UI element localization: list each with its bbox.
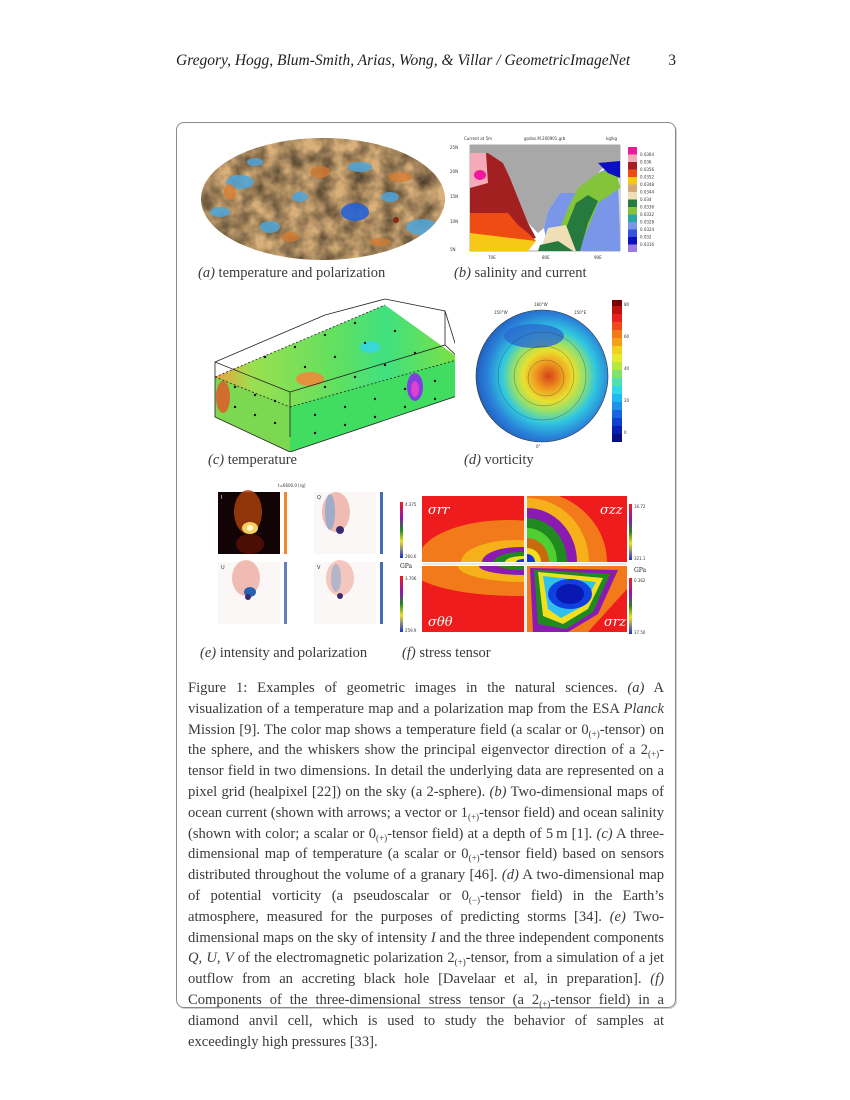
- f-unit-left: GPa: [400, 563, 413, 570]
- d-cb-tick: 80: [624, 302, 630, 307]
- f-sigma-rr: σrr: [428, 503, 450, 518]
- b-cb-tick: 0.0324: [640, 227, 654, 232]
- d-cb-tick: 20: [624, 398, 630, 403]
- panel-c-image: [205, 297, 455, 452]
- panel-c-caption: [208, 452, 297, 469]
- panel-e-image: [200, 482, 390, 634]
- panel-f-label: (f): [402, 645, 416, 661]
- f-cb-tick: 16.72: [634, 504, 646, 509]
- panel-e-title: intensity and polarization: [219, 645, 368, 661]
- panel-a-caption: [198, 265, 385, 282]
- f-cb-tick: 321.1: [634, 556, 646, 561]
- b-plot-title-center: godas.M.200901.grb: [524, 136, 566, 141]
- panel-e-label: (e): [200, 645, 217, 661]
- panel-f-image: [398, 494, 670, 636]
- b-cb-tick: 0.032: [640, 234, 652, 240]
- f-cb-tick: 0.362: [634, 578, 646, 583]
- d-lon-label: 180°W: [534, 302, 548, 307]
- b-cb-tick: 0.0348: [640, 182, 654, 187]
- f-cb-tick: 37.50: [634, 630, 646, 635]
- b-cb-tick: 0.0356: [640, 167, 654, 172]
- panel-a-image: [200, 137, 446, 261]
- b-cb-tick: 0.0328: [640, 219, 654, 225]
- panel-a-label: (a): [198, 265, 215, 281]
- figure-caption: [188, 678, 664, 1052]
- panel-b-image: [448, 133, 670, 263]
- e-sub-I: I: [221, 495, 223, 501]
- panel-d-image: [464, 296, 674, 452]
- b-ytick: 5N: [450, 247, 456, 252]
- panel-b-label: (b): [454, 265, 471, 281]
- panel-d-caption: [464, 452, 534, 469]
- figure-caption-text: Figure 1: Examples of geometric images in the natural sciences. (a) A visualization of a temperature map and a polarization map from the ESA Planck Mission [9]. The color map shows a temperature field (a scalar or $0_{(+)}-tensor$) on the sphere, and the whiskers show the principal eigenvector direction of a $2_{(+)}$-tensor field in two dimensions. In detail the underlying data are represented on a pixel grid (healpixel [22]) on the sky (a 2-sphere). (b) Two-dimensional maps of ocean current (shown with arrows; a vector or $1_{(+)}$-tensor field) and ocean salinity (shown with color; a scalar or $0_{(+)}$-tensor field) at a depth of 5 m [1]. (c) A three-dimensional map of temperature (a scalar or $0_{(+)}$-tensor field) based on sensors distributed throughout the volume of a granary [46]. (d) A two-dimensional map of potential vorticity (a pseudoscalar or $0_{(-)}$-tensor field) in the Earth’s atmosphere, measured for the purposes of predicting storms [34]. (e) Two-dimensional maps on the sky of intensity I and the three independent components Q, U, V of the electromagnetic polarization $2_{(+)}$-tensor, from a simulation of a jet outflow from an accreting black hole [Davelaar et al, in preparation]. (f) Components of the three-dimensional stress tensor (a $2_{(+)}$-tensor field) in a diamond anvil cell, which is used to study the behavior of samples at exceedingly high pressures [33].: [188, 680, 664, 1050]
- panel-a-title: temperature and polarization: [218, 265, 386, 281]
- b-xtick: 90E: [594, 255, 602, 260]
- b-ytick: 10N: [450, 219, 459, 224]
- panel-f-title: stress tensor: [419, 645, 491, 661]
- b-colorbar: [628, 147, 654, 252]
- f-sigma-rz: σrz: [604, 615, 626, 630]
- b-cb-tick: 0.0344: [640, 189, 654, 195]
- d-lon-label: 150°W: [494, 310, 508, 315]
- b-ytick: 20N: [450, 169, 459, 174]
- e-sub-U: U: [221, 565, 225, 571]
- panel-f-caption: [402, 645, 491, 662]
- f-cb-tick: 260.6: [405, 554, 417, 559]
- panel-e-caption: [200, 645, 367, 662]
- f-cb-tick: 4.375: [405, 502, 417, 507]
- f-unit-right: GPa: [634, 567, 647, 574]
- panel-d-label: (d): [464, 452, 481, 468]
- panel-c-title: temperature: [227, 452, 297, 468]
- f-cb-tick: 259.9: [405, 628, 417, 633]
- page-number: 3: [668, 52, 676, 69]
- running-head-authors: Gregory, Hogg, Blum-Smith, Arias, Wong, & Villar / GeometricImageNet: [176, 52, 631, 69]
- f-sigma-zz: σzz: [600, 503, 623, 518]
- e-sub-V: V: [317, 565, 321, 571]
- b-cb-tick: 0.034: [640, 197, 652, 202]
- panel-b-title: salinity and current: [474, 265, 587, 281]
- e-header: t=6600.0 [rg]: [278, 483, 306, 488]
- d-colorbar: [612, 300, 630, 442]
- d-cb-tick: 40: [624, 366, 630, 371]
- b-xtick: 70E: [488, 255, 496, 260]
- f-sigma-tt: σθθ: [428, 615, 453, 630]
- b-cb-tick: 0.036: [640, 159, 652, 165]
- running-head: [176, 52, 676, 72]
- b-cb-tick: 0.0316: [640, 242, 654, 247]
- d-cb-tick: 60: [624, 334, 630, 339]
- e-sub-Q: Q: [317, 495, 321, 501]
- b-ytick: 25N: [450, 145, 459, 150]
- b-cb-tick: 0.0352: [640, 174, 654, 180]
- d-cb-tick: 0: [624, 430, 627, 435]
- d-lon-label: 150°E: [574, 310, 587, 315]
- panel-b-caption: [454, 265, 586, 282]
- d-lon-label: 0°: [536, 444, 541, 449]
- b-cb-tick: 0.0336: [640, 204, 654, 210]
- b-xtick: 80E: [542, 255, 550, 260]
- b-cb-tick: 0.0332: [640, 212, 654, 217]
- panel-c-label: (c): [208, 452, 225, 468]
- b-plot-title-right: kg/kg: [606, 136, 618, 141]
- b-cb-tick: 0.0364: [640, 152, 654, 157]
- b-plot-title-left: Current at 5m: [464, 136, 493, 141]
- f-cb-tick: 3.706: [405, 576, 417, 581]
- b-ytick: 15N: [450, 194, 459, 199]
- panel-d-title: vorticity: [484, 452, 534, 468]
